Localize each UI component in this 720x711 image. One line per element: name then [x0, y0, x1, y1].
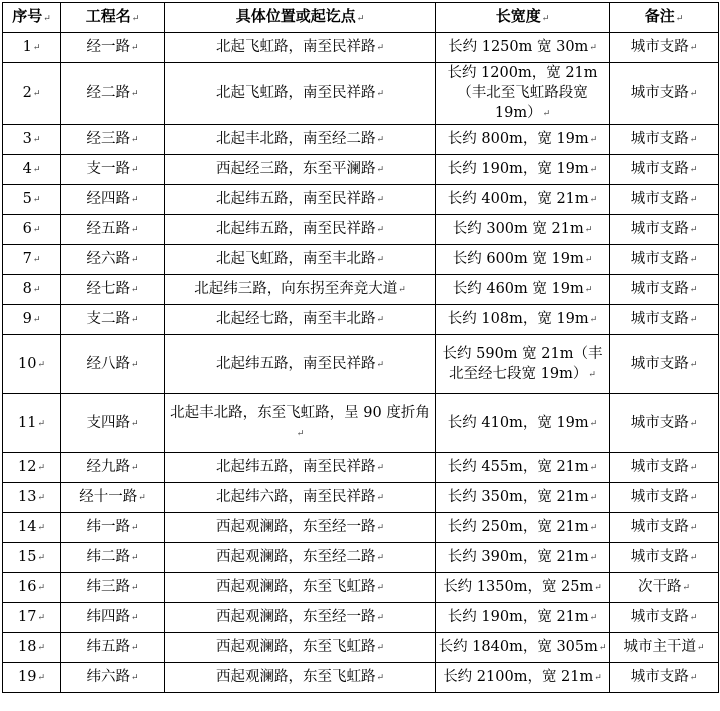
table-row: [3, 155, 719, 185]
table-row: [3, 603, 719, 633]
cell-size: 长约 250m，宽 21m ↵: [436, 513, 610, 543]
cell-project-name: 支四路 ↵: [61, 394, 165, 453]
cell-seq: 7 ↵: [3, 245, 61, 275]
cell-location: 北起纬三路，向东拐至奔竞大道 ↵: [165, 275, 436, 305]
cell-location: 西起观澜路，东至飞虹路 ↵: [165, 573, 436, 603]
cell-size: 长约 108m，宽 19m ↵: [436, 305, 610, 335]
cell-size: 长约 460m 宽 19m ↵: [436, 275, 610, 305]
cell-note: 城市支路 ↵: [610, 125, 719, 155]
cell-seq: 16 ↵: [3, 573, 61, 603]
cell-seq: 2 ↵: [3, 63, 61, 125]
cell-note: 次干路 ↵: [610, 573, 719, 603]
cell-project-name: 纬三路 ↵: [61, 573, 165, 603]
cell-note: 城市支路 ↵: [610, 215, 719, 245]
table-row: [3, 513, 719, 543]
table-row: [3, 543, 719, 573]
table-row: [3, 453, 719, 483]
cell-size: 长约 600m 宽 19m ↵: [436, 245, 610, 275]
cell-size: 长约 455m，宽 21m ↵: [436, 453, 610, 483]
cell-location: 西起观澜路，东至飞虹路 ↵: [165, 663, 436, 693]
cell-note: 城市支路 ↵: [610, 245, 719, 275]
cell-project-name: 经八路 ↵: [61, 335, 165, 394]
cell-location: 北起丰北路，东至飞虹路，呈 90 度折角 ↵: [165, 394, 436, 453]
cell-location: 北起纬五路，南至民祥路 ↵: [165, 335, 436, 394]
cell-note: 城市支路 ↵: [610, 453, 719, 483]
cell-project-name: 经一路 ↵: [61, 33, 165, 63]
cell-seq: 19 ↵: [3, 663, 61, 693]
cell-size: 长约 2100m，宽 21m ↵: [436, 663, 610, 693]
cell-note: 城市支路 ↵: [610, 483, 719, 513]
cell-project-name: 支二路 ↵: [61, 305, 165, 335]
cell-project-name: 经三路 ↵: [61, 125, 165, 155]
cell-note: 城市支路 ↵: [610, 185, 719, 215]
cell-project-name: 经五路 ↵: [61, 215, 165, 245]
cell-seq: 3 ↵: [3, 125, 61, 155]
cell-project-name: 纬五路 ↵: [61, 633, 165, 663]
cell-seq: 15 ↵: [3, 543, 61, 573]
cell-note: 城市支路 ↵: [610, 513, 719, 543]
cell-size: 长约 590m 宽 21m（丰北至经七段宽 19m） ↵: [436, 335, 610, 394]
cell-size: 长约 190m，宽 21m ↵: [436, 603, 610, 633]
cell-note: 城市主干道 ↵: [610, 633, 719, 663]
table-row: [3, 573, 719, 603]
cell-seq: 1 ↵: [3, 33, 61, 63]
cell-project-name: 纬一路 ↵: [61, 513, 165, 543]
cell-seq: 14 ↵: [3, 513, 61, 543]
table-row: [3, 305, 719, 335]
cell-size: 长约 800m，宽 19m ↵: [436, 125, 610, 155]
cell-location: 北起纬五路，南至民祥路 ↵: [165, 185, 436, 215]
cell-location: 北起经七路，南至丰北路 ↵: [165, 305, 436, 335]
cell-project-name: 纬二路 ↵: [61, 543, 165, 573]
cell-location: 北起纬五路，南至民祥路 ↵: [165, 453, 436, 483]
cell-size: 长约 1200m，宽 21m（丰北至飞虹路段宽 19m） ↵: [436, 63, 610, 125]
cell-size: 长约 1840m，宽 305m ↵: [436, 633, 610, 663]
table-row: [3, 215, 719, 245]
cell-project-name: 纬六路 ↵: [61, 663, 165, 693]
cell-seq: 6 ↵: [3, 215, 61, 245]
header-location: 具体位置或起讫点 ↵: [165, 3, 436, 33]
cell-seq: 5 ↵: [3, 185, 61, 215]
cell-project-name: 支一路 ↵: [61, 155, 165, 185]
cell-seq: 13 ↵: [3, 483, 61, 513]
cell-note: 城市支路 ↵: [610, 603, 719, 633]
cell-location: 西起观澜路，东至飞虹路 ↵: [165, 633, 436, 663]
table-row: [3, 483, 719, 513]
cell-location: 北起飞虹路，南至丰北路 ↵: [165, 245, 436, 275]
cell-size: 长约 350m，宽 21m ↵: [436, 483, 610, 513]
cell-location: 北起飞虹路，南至民祥路 ↵: [165, 63, 436, 125]
table-row: [3, 335, 719, 394]
cell-location: 西起经三路，东至平澜路 ↵: [165, 155, 436, 185]
cell-size: 长约 1350m，宽 25m ↵: [436, 573, 610, 603]
table-row: [3, 33, 719, 63]
cell-note: 城市支路 ↵: [610, 63, 719, 125]
cell-size: 长约 390m，宽 21m ↵: [436, 543, 610, 573]
cell-note: 城市支路 ↵: [610, 663, 719, 693]
table-row: [3, 663, 719, 693]
cell-project-name: 经二路 ↵: [61, 63, 165, 125]
cell-seq: 11 ↵: [3, 394, 61, 453]
header-name: 工程名 ↵: [61, 3, 165, 33]
cell-location: 西起观澜路，东至经一路 ↵: [165, 513, 436, 543]
cell-location: 北起飞虹路，南至民祥路 ↵: [165, 33, 436, 63]
header-size: 长宽度 ↵: [436, 3, 610, 33]
cell-size: 长约 1250m 宽 30m ↵: [436, 33, 610, 63]
header-note: 备注 ↵: [610, 3, 719, 33]
cell-project-name: 经六路 ↵: [61, 245, 165, 275]
header-seq: 序号 ↵: [3, 3, 61, 33]
cell-seq: 9 ↵: [3, 305, 61, 335]
cell-note: 城市支路 ↵: [610, 275, 719, 305]
cell-seq: 8 ↵: [3, 275, 61, 305]
cell-project-name: 经九路 ↵: [61, 453, 165, 483]
table-row: [3, 633, 719, 663]
cell-size: 长约 400m，宽 21m ↵: [436, 185, 610, 215]
cell-note: 城市支路 ↵: [610, 305, 719, 335]
cell-note: 城市支路 ↵: [610, 394, 719, 453]
cell-size: 长约 410m，宽 19m ↵: [436, 394, 610, 453]
cell-project-name: 纬四路 ↵: [61, 603, 165, 633]
table-row: [3, 245, 719, 275]
cell-size: 长约 300m 宽 21m ↵: [436, 215, 610, 245]
cell-location: 北起纬五路，南至民祥路 ↵: [165, 215, 436, 245]
cell-location: 西起观澜路，东至经一路 ↵: [165, 603, 436, 633]
cell-note: 城市支路 ↵: [610, 543, 719, 573]
table-row: [3, 63, 719, 125]
road-projects-table: [2, 2, 719, 693]
cell-seq: 17 ↵: [3, 603, 61, 633]
cell-seq: 10 ↵: [3, 335, 61, 394]
cell-location: 北起纬六路，南至民祥路 ↵: [165, 483, 436, 513]
cell-note: 城市支路 ↵: [610, 155, 719, 185]
cell-location: 北起丰北路，南至经二路 ↵: [165, 125, 436, 155]
cell-note: 城市支路 ↵: [610, 335, 719, 394]
cell-project-name: 经四路 ↵: [61, 185, 165, 215]
cell-project-name: 经十一路 ↵: [61, 483, 165, 513]
table-row: [3, 394, 719, 453]
cell-seq: 18 ↵: [3, 633, 61, 663]
table-row: [3, 185, 719, 215]
cell-project-name: 经七路 ↵: [61, 275, 165, 305]
cell-seq: 4 ↵: [3, 155, 61, 185]
table-row: [3, 275, 719, 305]
cell-location: 西起观澜路，东至经二路 ↵: [165, 543, 436, 573]
cell-seq: 12 ↵: [3, 453, 61, 483]
cell-size: 长约 190m，宽 19m ↵: [436, 155, 610, 185]
table-header-row: [3, 3, 719, 33]
table-row: [3, 125, 719, 155]
cell-note: 城市支路 ↵: [610, 33, 719, 63]
